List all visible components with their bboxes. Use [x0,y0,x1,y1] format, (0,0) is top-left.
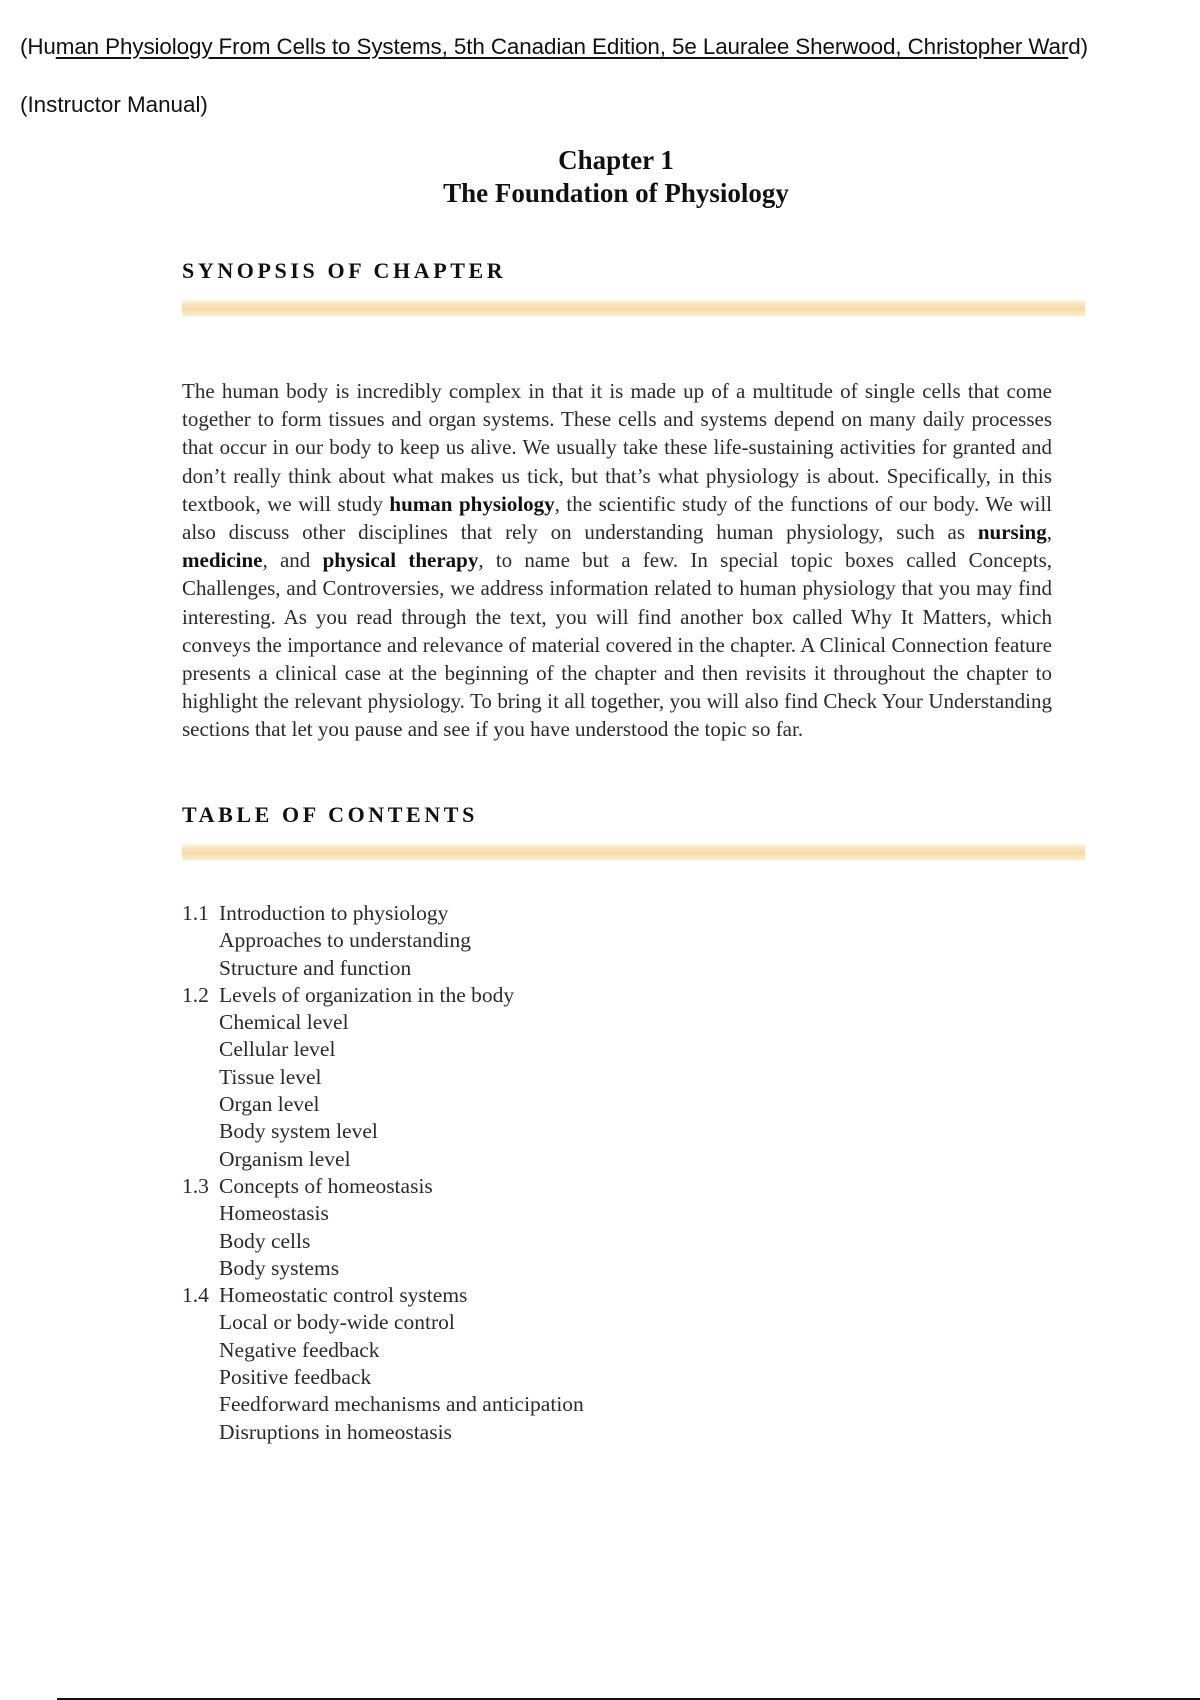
synopsis-text: , to name but a few. In special topic boxes called Concepts, Challenges, and Controversies, we address information related to human physiology that you may find interesting. As you read through the text, you will find another box called Why It Matters, which conveys the importance and relevance of material covered in the chapter. A Clinical Connection feature presents a clinical case at the beginning of the chapter and then revisits it throughout the chapter to highlight the relevant physiology. To bring it all together, you will also find Check Your Understanding sections that let you pause and see if you have understood the topic so far. [182,548,1052,742]
toc-subitem: Homeostasis [219,1201,329,1226]
toc-section-1-3 [182,1173,584,1200]
term-medicine: medicine [182,548,263,573]
toc-section-title: Homeostatic control systems [219,1283,468,1308]
chapter-number: Chapter 1 [558,145,674,175]
toc-subitem: Cellular level [219,1037,336,1062]
toc-subitem: Body systems [219,1255,340,1280]
term-human-physiology: human physiology [389,491,555,516]
toc-subitem: Feedforward mechanisms and anticipation [219,1392,584,1417]
toc-subitem: Body cells [219,1228,311,1253]
toc-section-title: Introduction to physiology [219,901,449,925]
term-nursing: nursing [977,520,1047,545]
synopsis-text: , and [262,548,323,573]
synopsis-text: , the scientific study of the functions of our body. We will also discuss other disciplines that rely on understanding human physiology, such as [182,491,1052,545]
toc-section-1-1 [182,900,584,927]
toc-heading: TABLE OF CONTENTS [182,802,478,827]
toc-subitem: Organ level [219,1092,320,1117]
term-physical-therapy: physical therapy [322,548,479,573]
toc-subitem: Local or body-wide control [219,1310,455,1335]
toc-subitem: Body system level [219,1119,378,1144]
toc-subitem: Tissue level [219,1064,322,1089]
toc-subitem: Approaches to understanding [219,928,471,953]
synopsis-text: The human body is incredibly complex in that it is made up of a multitude of single cells that come together to form tissues and organ systems. These cells and systems depend on many daily processes that occur in our body to keep us alive. We usually take these life-sustaining activities for granted and don’t really think about what makes us tick, but that’s what physiology is about. Specifically, in this textbook, we will study [182,379,1052,516]
toc-section-1-2 [182,982,584,1009]
toc-section-title: Concepts of homeostasis [219,1173,433,1198]
title-open: (Hu [20,34,56,59]
synopsis-text: , [1046,520,1052,545]
synopsis-divider [182,300,1085,316]
toc-section-number: 1.1 [182,901,209,925]
toc-section-number: 1.3 [182,1173,209,1198]
title-underlined: man Physiology From Cells to Systems, 5th Canadian Edition, 5e Lauralee Sherwood, Christopher War [55,34,1069,59]
toc-subitem: Chemical level [219,1010,349,1035]
title-close: d) [1068,34,1088,59]
synopsis-heading: SYNOPSIS OF CHAPTER [182,258,507,283]
document-subtitle: (Instructor Manual) [20,92,208,117]
toc-subitem: Negative feedback [219,1337,380,1362]
table-of-contents [182,900,584,1446]
toc-section-1-4 [182,1282,584,1309]
document-title [20,34,1088,60]
toc-section-title: Levels of organization in the body [219,982,515,1007]
toc-subitem: Disruptions in homeostasis [219,1419,452,1444]
toc-subitem: Structure and function [219,955,412,980]
toc-section-number: 1.2 [182,982,209,1007]
toc-section-number: 1.4 [182,1283,209,1308]
toc-divider [182,844,1085,860]
chapter-title: The Foundation of Physiology [443,178,789,208]
toc-subitem: Positive feedback [219,1365,372,1390]
synopsis-paragraph [182,377,1052,744]
toc-subitem: Organism level [219,1146,351,1171]
